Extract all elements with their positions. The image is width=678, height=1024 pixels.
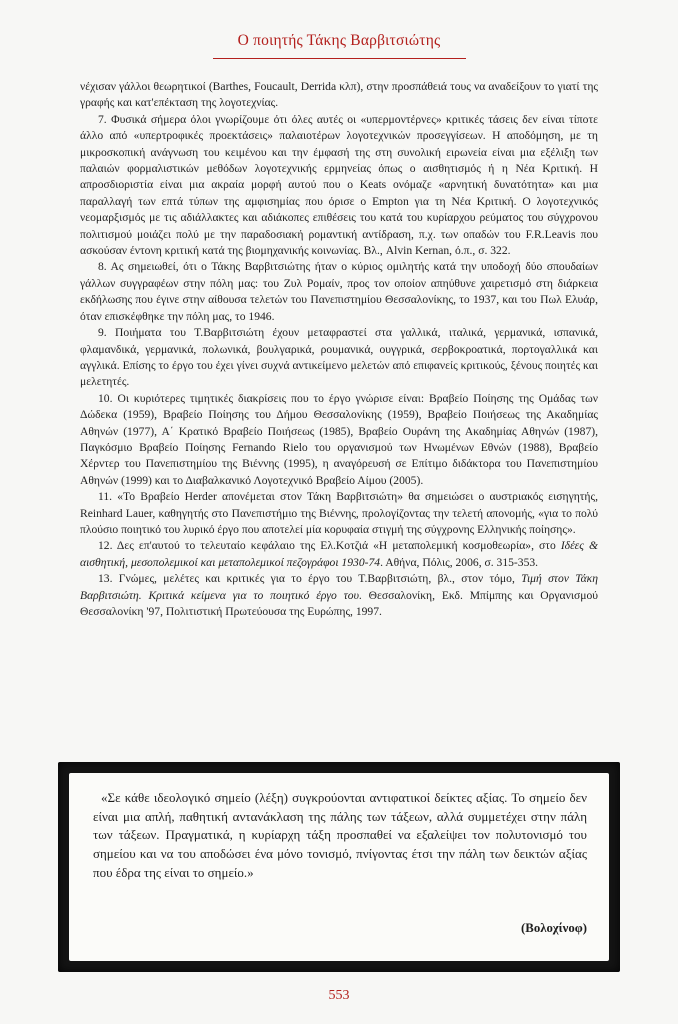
note-12-details: . Αθήνα, Πόλις, 2006, σ. 315-353. [380, 555, 539, 569]
header-rule [213, 58, 466, 59]
note-12-title: Ιδέες & αισθητική, μεσοπολεμικοί και μεταπολεμικοί πεζογράφοι 1930-74 [80, 539, 598, 569]
quote-author: (Βολοχίνοφ) [521, 921, 587, 935]
note-13-details: . Θεσσαλονίκη, Εκδ. Μπίμπης και Οργανισμού Θεσσαλονίκη '97, Πολιτιστική Πρωτεύουσα της Ευρώπης, 1997. [80, 588, 598, 618]
note-12-text: 12. Δες επ'αυτού το τελευταίο κεφάλαιο της Ελ.Κοτζιά «Η μεταπολεμική κοσμοθεωρία», στο [98, 539, 561, 553]
quote-text: «Σε κάθε ιδεολογικό σημείο (λέξη) συγκρούονται αντιφατικοί δείκτες αξίας. Το σημείο δεν είναι μια απλή, παθητική αντανάκλαση της πάλης των τάξεων, αλλά συμμετέχει στην πάλη των τάξεων. Πραγματικά, η κυρίαρχη τάξη προσπαθεί να εξαλείψει τον πολυτονισμό του σημείου και να του αποδώσει ένα μόνο τονισμό, πνίγοντας έτσι την πάλη των δεικτών αξίας που έδρα της είναι το σημείο.» [93, 790, 587, 880]
note-13 [80, 571, 598, 620]
running-title: Ο ποιητής Τάκης Βαρβιτσιώτης [237, 32, 441, 49]
note-12 [80, 538, 598, 571]
endnotes [80, 79, 598, 620]
page-number: 553 [328, 988, 350, 1003]
quote-frame [58, 762, 620, 972]
note-13-text: 13. Γνώμες, μελέτες και κριτικές για το έργο του Τ.Βαρβιτσιώτη, βλ., στον τόμο, [98, 572, 522, 586]
note-9: 9. Ποιήματα του Τ.Βαρβιτσιώτη έχουν μεταφραστεί στα γαλλικά, ιταλικά, γερμανικά, ισπανικά, φλαμανδικά, γερμανικά, πολωνικά, βουλγαρικά, ρουμανικά, ουγγρικά, σερβοκροατικά, πορτογαλλικά και αγγλικά. Επίσης το έργο του έχει γίνει συχνά αντικείμενο μελετών από επιφανείς κριτικούς, ξένους ποιητές και μελετητές. [80, 326, 598, 389]
note-8: 8. Ας σημειωθεί, ότι ο Τάκης Βαρβιτσιώτης ήταν ο κύριος ομιλητής κατά την υποδοχή δύο σπουδαίων γάλλων συγγραφέων στην πόλη μας: του Ζυλ Ρομαίν, προς τον οποίον απηύθυνε χαιρετισμό στη διάρκεια εκδήλωσης που έγινε στην αίθουσα τελετών του Πανεπιστημίου Θεσσαλονίκης, το 1937, και του Πωλ Ελυάρ, όταν επισκέφθηκε την πόλη μας, το 1946. [80, 260, 598, 323]
note-13-title: Τιμή στον Τάκη Βαρβιτσιώτη. Κριτικά κείμενα για το ποιητικό έργο του [80, 572, 598, 602]
note-10: 10. Οι κυριότερες τιμητικές διακρίσεις που το έργο γνώρισε είναι: Βραβείο Ποίησης της Ομάδας των Δώδεκα (1959), Βραβείο Ποίησης του Δήμου Θεσσαλονίκης (1959), Βραβείο Ποιήσεως της Ακαδημίας Αθηνών (1977), Α΄ Κρατικό Βραβείο Ποιήσεως (1985), Βραβείο Ουράνη της Ακαδημίας Αθηνών (1987), Παγκόσμιο Βραβείο Ποίησης Fernando Rielo του οργανισμού των Ηνωμένων Εθνών (1988), Βραβείο Χέρντερ του Πανεπιστημίου της Βιέννης (1995), η αναγόρευσή σε Επίτιμο διδάκτορα του Πανεπιστημίου Αθηνών (1999) και το Διαβαλκανικό Λογοτεχνικό Βραβείο Αίμου (2005). [80, 391, 598, 487]
note-7: 7. Φυσικά σήμερα όλοι γνωρίζουμε ότι όλες αυτές οι «υπερμοντέρνες» κριτικές τάσεις δεν είναι τίποτε άλλο από «υπερτροφικές προεκτάσεις» παλαιοτέρων λογοτεχνικών προσεγγίσεων. Η αποδόμηση, με τη μικροσκοπική ανάγνωση του κειμένου και την έμφασή της στη συνολική ειρωνεία είναι μια εξέλιξη των παλαιών φορμαλιστικών μεθόδων λογοτεχνικής ερμηνείας όπως ο αισθητισμός ή η Νέα Κριτική. Η απροσδιοριστία είναι μια ακραία μορφή αυτού που ο Keats ονόμαζε «αρνητική δυνατότητα» και μια παραλλαγή των επτά τύπων της αμφισημίας που όρισε ο Empton για τη Νέα Κριτική. Ο λογοτεχνικός νεομαρξισμός με τις αδιάλλακτες και αδιάκοπες επιθέσεις του κατά του κυρίαρχου ρεύματος του σύγχρονου πολιτισμού μοιάζει πολύ με την παραδοσιακή ρομαντική αντίδραση, π.χ. των οπαδών του F.R.Leavis που ασκούσαν έντονη κριτική κατά της βιομηχανικής κοινωνίας. Βλ., Alvin Kernan, ό.π., σ. 322. [80, 112, 598, 258]
quote-panel [69, 773, 609, 961]
note-continuation: νέχισαν γάλλοι θεωρητικοί (Barthes, Foucault, Derrida κλπ), στην προσπάθειά τους να αναδείξουν το γιατί της γραφής και κατ'επέκταση της λογοτεχνίας. [80, 80, 598, 110]
note-11: 11. «Το Βραβείο Herder απονέμεται στον Τάκη Βαρβιτσιώτη» θα σημειώσει ο αυστριακός εισηγητής, Reinhard Lauer, καθηγητής στο Πανεπιστήμιο της Βιέννης, προλογίζοντας την τελετή απονομής, «για το πολύ πλούσιο ποιητικό του λυρικό έργο που αποτελεί μία κορυφαία στιγμή της σύγχρονης Ελληνικής ποίησης». [80, 490, 598, 536]
